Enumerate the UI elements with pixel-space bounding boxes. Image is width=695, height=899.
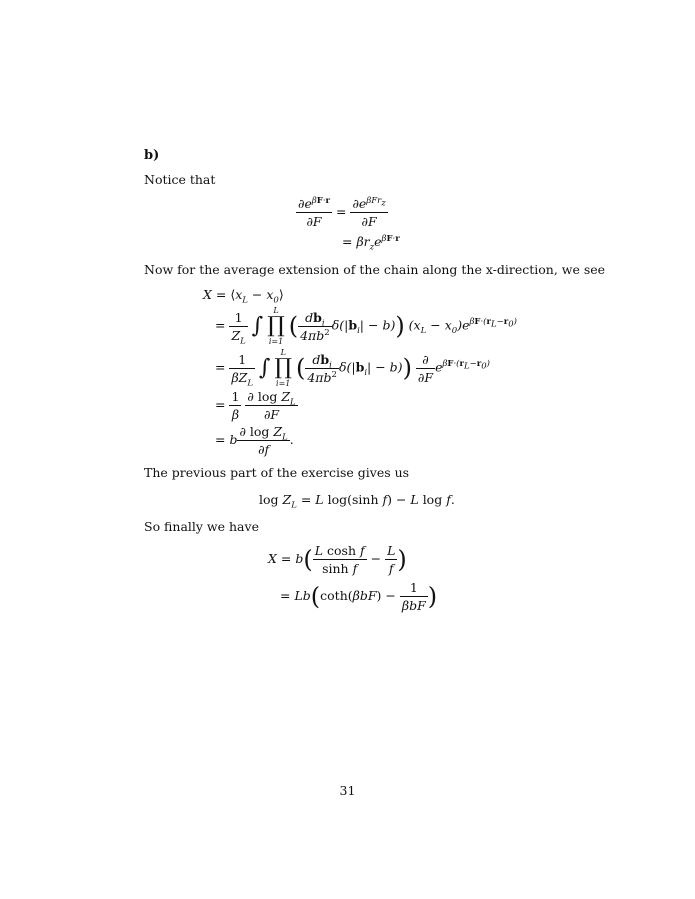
- equation-2-line-3: = $\frac{1}{\beta Z_L}$ ∫ L ∏ i=1 ( $\frac{db_i}{4\pi b^2}$ $\delta(|b_i| - b)$) $\frac{\partial}{\partial F}$ $e^{\beta F\cdot(r_L-r_0)}$: [215, 348, 490, 388]
- equation-4-line-1: X = b( $\frac{\text{L cosh f}}{\text{sinh f}}$ − $\frac{L}{f}$ ): [268, 543, 407, 576]
- paragraph-previous: The previous part of the exercise gives us: [144, 465, 410, 480]
- section-heading: b): [144, 148, 160, 163]
- equation-3: $\log Z_L = L$ log(sinh f) − L log f.: [259, 492, 455, 511]
- equation-1-line-2: = $\beta r_ze^{\beta F\cdot r}$: [342, 233, 400, 253]
- equation-4-line-2: = Lb(coth(βbF) − $\frac{1}{\text{βbF}}$ ): [280, 580, 438, 613]
- paragraph-average: Now for the average extension of the chain along the x-direction, we see: [144, 262, 606, 277]
- equation-2-line-4: = $\frac{1}{\beta}$ $\frac{\partial \log Z_L}{\partial F}$: [215, 389, 296, 422]
- equation-1-line-1: $\frac{\partial e^{\beta F\cdot r}}{\partial F}$ = $\frac{\partial e^{\beta Fr_z}}{\partial F}$: [298, 195, 386, 229]
- equation-2-line-1: $X = ⟨x_L$ − $x_0⟩$: [203, 287, 284, 306]
- equation-2-line-5: = b $\frac{\partial \log Z_L}{\partial f}$ .: [215, 424, 294, 457]
- paragraph-notice: Notice that: [144, 172, 216, 187]
- paragraph-finally: So finally we have: [144, 519, 259, 534]
- equation-2-line-2: = $\frac{1}{Z_L}$ ∫ L ∏ i=1 ( $\frac{db_i}{4\pi b^2}$ $\delta(|b_i| - b)$) $(x_L - x_0)e^{\beta F\cdot(r_L-r_0)}$: [215, 306, 517, 346]
- page-number: 31: [339, 783, 356, 798]
